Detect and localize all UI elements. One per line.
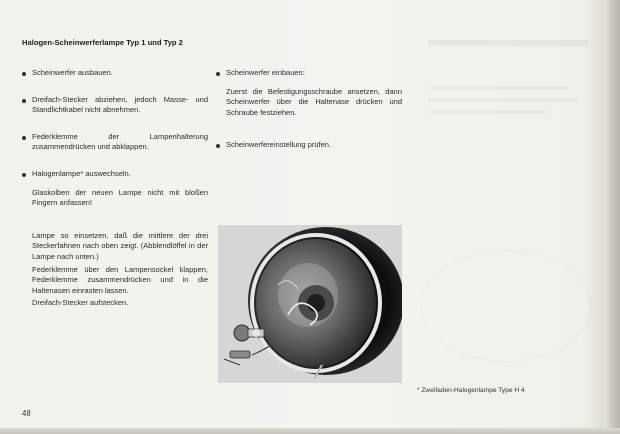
- instruction-spring-clip: Federklemme über den Lampensockel klappen, Federklemme zusammendrücken und in die Haltenasen einrasten lassen.: [32, 264, 208, 295]
- step-remove-headlight: [22, 68, 208, 79]
- bullet-icon: [216, 72, 220, 76]
- bullet-icon: [22, 72, 26, 76]
- bullet-icon: [22, 99, 26, 103]
- step-install-headlight: [216, 68, 402, 79]
- step-spring-clip: [22, 132, 208, 153]
- bullet-icon: [22, 136, 26, 140]
- bullet-icon: [22, 173, 26, 177]
- step-disconnect-plug: [22, 95, 208, 116]
- page-bottom-edge: [0, 428, 620, 434]
- headlight-photo: [218, 225, 402, 383]
- step-text: Dreifach-Stecker abziehen, jedoch Masse- und Standlichtkabel nicht abnehmen.: [32, 94, 208, 115]
- step-text: Scheinwerfer einbauen:: [226, 68, 305, 77]
- bleed-through-circle: [420, 250, 592, 362]
- page-number: 48: [22, 409, 31, 418]
- step-text: Halogenlampe* auswechseln.: [32, 168, 131, 178]
- step-replace-lamp: [22, 169, 208, 180]
- page-heading: Halogen-Scheinwerferlampe Typ 1 und Typ 2: [22, 38, 183, 47]
- book-spine-edge: [604, 0, 620, 434]
- right-column: [216, 68, 402, 151]
- footnote: * Zweifaden-Halogenlampe Type H 4: [417, 387, 525, 394]
- bullet-icon: [216, 144, 220, 148]
- left-column: [22, 68, 208, 309]
- instruction-attach-plug: Dreifach-Stecker aufstecken.: [32, 298, 129, 308]
- warning-glass-bulb: Glaskolben der neuen Lampe nicht mit bloßen Fingern anfassen!: [32, 187, 208, 208]
- step-text: Scheinwerfereinstellung prüfen.: [226, 140, 332, 150]
- bleed-through-text: [428, 40, 588, 122]
- step-text: Federklemme der Lampenhalterung zusammendrücken und abklappen.: [32, 131, 208, 152]
- step-text: Scheinwerfer ausbauen.: [32, 68, 113, 77]
- instruction-mount-screw: Zuerst die Befestigungsschraube ansetzen, dann Scheinwerfer über die Haltenase drücken und Schraube festziehen.: [226, 86, 402, 117]
- step-check-alignment: [216, 140, 402, 151]
- instruction-insert-lamp: Lampe so einsetzen, daß die mittlere der drei Steckerfahnen nach oben zeigt. (Abblendlöffel in der Lampe nach unten.): [32, 230, 208, 261]
